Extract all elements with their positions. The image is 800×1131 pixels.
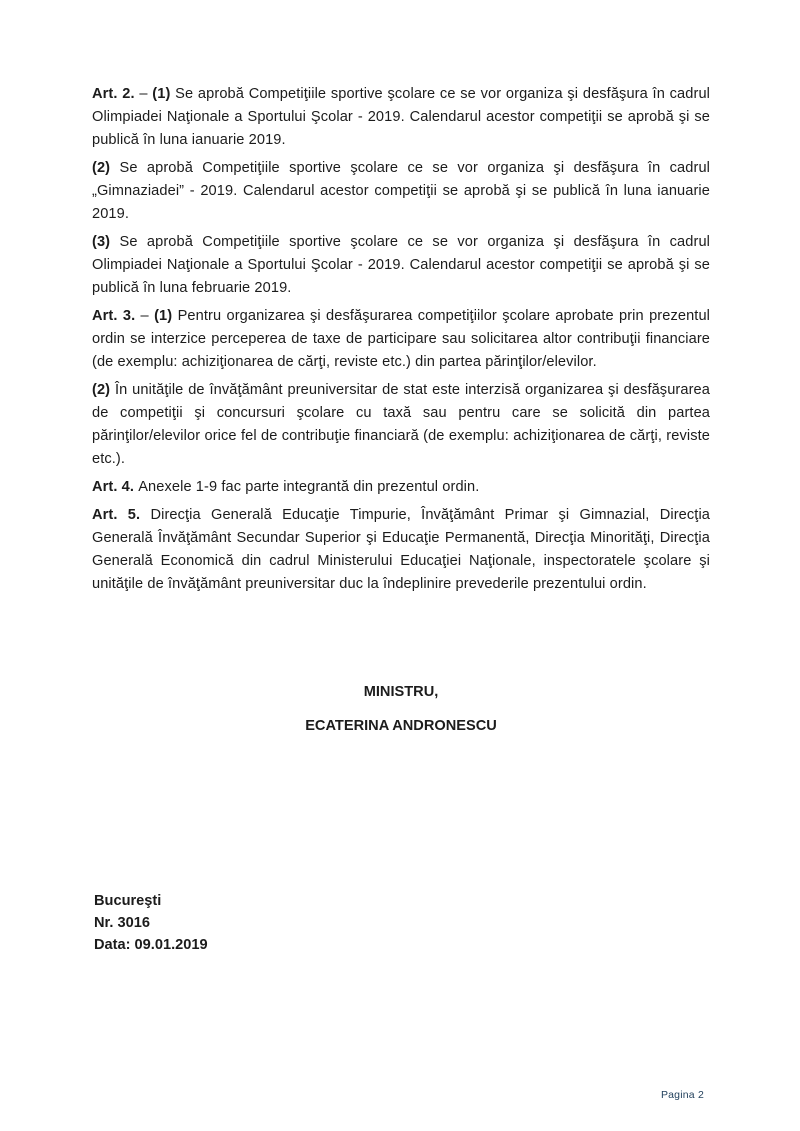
paragraph-run-bold: (3) — [92, 234, 120, 250]
paragraph-run: Se aprobă Competiţiile sportive şcolare ce se vor organiza şi desfăşura în cadrul Olimpiadei Naţionale a Sportului Şcolar - 2019. Calendarul acestor competiţii se aprobă şi se publică în luna februarie 2019. — [92, 234, 710, 296]
paragraph — [92, 504, 710, 596]
minister-name: ECATERINA ANDRONESCU — [305, 718, 497, 734]
paragraph-run-bold: Art. 3. — [92, 308, 141, 324]
paragraph-run: Direcţia Generală Educaţie Timpurie, Învăţământ Primar şi Gimnazial, Direcţia Generală Învăţământ Secundar Superior şi Educaţie Permanentă, Direcţia Minorităţi, Direcţia Generală Economică din cadrul Ministerului Educaţiei Naţionale, inspectoratele şcolare şi unităţile de învăţământ preuniversitar duc la îndeplinire prevederile prezentului ordin. — [92, 507, 710, 592]
paragraph-run-bold: (2) — [92, 160, 120, 176]
issue-number: Nr. 3016 — [94, 915, 150, 931]
paragraph-run-bold: (1) — [152, 86, 176, 102]
paragraph — [92, 476, 710, 499]
page-number-label: Pagina 2 — [660, 1089, 704, 1101]
paragraph — [92, 305, 710, 374]
paragraph — [92, 231, 710, 300]
paragraph-run: Anexele 1-9 fac parte integrantă din prezentul ordin. — [138, 479, 480, 495]
paragraph-run: Pentru organizarea şi desfăşurarea competiţiilor şcolare aprobate prin prezentul ordin se interzice perceperea de taxe de participare sau solicitarea altor contribuţii financiare (de exemplu: achiziţionarea de cărţi, reviste etc.) din partea părinţilor/elevilor. — [92, 308, 710, 370]
paragraph-run-bold: Art. 5. — [92, 507, 151, 523]
signature-block — [92, 681, 710, 738]
paragraphs — [92, 83, 710, 601]
paragraph-run-bold: Art. 4. — [92, 479, 139, 495]
issue-date: Data: 09.01.2019 — [94, 937, 208, 953]
issue-city: Bucureşti — [94, 893, 162, 909]
paragraph-run: – — [139, 86, 153, 102]
paragraph-run-bold: (2) — [92, 382, 115, 398]
paragraph — [92, 83, 710, 152]
paragraph-run-bold: Art. 2. — [92, 86, 140, 102]
paragraph — [92, 379, 710, 471]
paragraph-run: În unităţile de învăţământ preuniversitar de stat este interzisă organizarea şi desfăşurarea de competiţii şi concursuri şcolare cu taxă sau pentru care se solicită din partea părinţilor/elevilor orice fel de contribuţie financiară (de exemplu: achiziţionarea de cărţi, reviste etc.). — [92, 382, 710, 467]
paragraph-run: – — [140, 308, 155, 324]
minister-title: MINISTRU, — [363, 684, 439, 700]
paragraph-run: Se aprobă Competiţiile sportive şcolare ce se vor organiza şi desfăşura în cadrul „Gimnaziadei” - 2019. Calendarul acestor competiţii se aprobă şi se publică în luna ianuarie 2019. — [92, 160, 710, 222]
paragraph-run-bold: (1) — [154, 308, 178, 324]
paragraph — [92, 157, 710, 226]
issue-block — [94, 890, 208, 956]
paragraph-run: Se aprobă Competiţiile sportive şcolare ce se vor organiza şi desfăşura în cadrul Olimpiadei Naţionale a Sportului Şcolar - 2019. Calendarul acestor competiţii se aprobă şi se publică în luna ianuarie 2019. — [92, 86, 710, 148]
